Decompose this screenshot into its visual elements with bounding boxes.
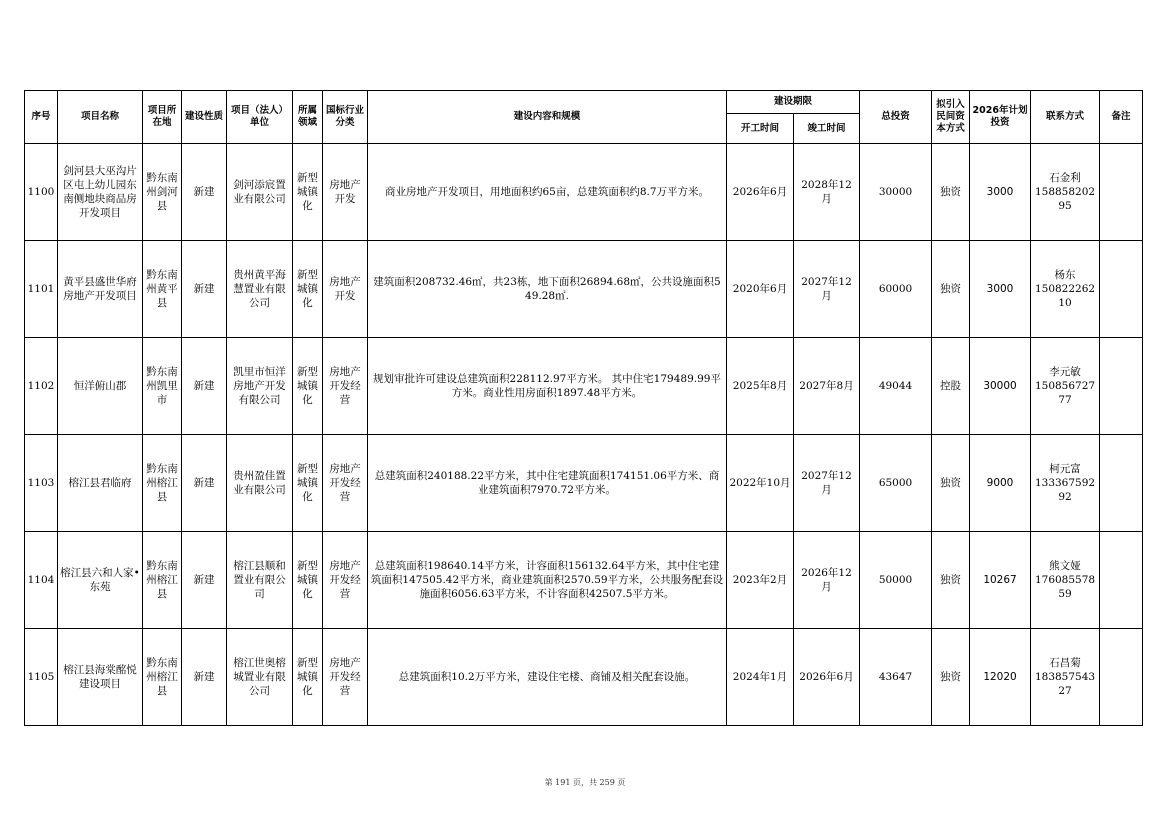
header-capital: 拟引入民间资本方式 — [932, 91, 970, 144]
table-row — [25, 241, 1143, 338]
cell-seq: 1100 — [25, 144, 58, 241]
cell-unit: 凯里市恒洋房地产开发有限公司 — [227, 338, 293, 435]
header-period: 建设期限 — [727, 91, 860, 114]
cell-nature: 新建 — [182, 144, 227, 241]
contact-phone: 15082226210 — [1034, 283, 1096, 309]
cell-start: 2022年10月 — [727, 435, 794, 532]
cell-capital: 独资 — [932, 241, 970, 338]
table-row — [25, 629, 1143, 726]
cell-contact — [1031, 532, 1100, 629]
cell-industry: 房地产开发 — [323, 144, 368, 241]
cell-field: 新型城镇化 — [293, 241, 323, 338]
contact-name: 杨东 — [1054, 269, 1076, 281]
table-row — [25, 144, 1143, 241]
cell-field: 新型城镇化 — [293, 144, 323, 241]
cell-name: 榕江县六和人家•东苑 — [58, 532, 143, 629]
cell-plan: 10267 — [970, 532, 1031, 629]
cell-capital: 独资 — [932, 629, 970, 726]
cell-industry: 房地产开发经营 — [323, 629, 368, 726]
cell-unit: 榕江世奥榕城置业有限公司 — [227, 629, 293, 726]
cell-nature: 新建 — [182, 629, 227, 726]
cell-content: 总建筑面积198640.14平方米，计容面积156132.64平方米，其中住宅建筑面积147505.42平方米，商业建筑面积2570.59平方米，公共服务配套设施面积6056.63平方米，不计容面积42507.5平方米。 — [368, 532, 727, 629]
header-contact: 联系方式 — [1031, 91, 1100, 144]
table-row — [25, 532, 1143, 629]
cell-seq: 1101 — [25, 241, 58, 338]
header-field: 所属领域 — [293, 91, 323, 144]
cell-capital: 独资 — [932, 532, 970, 629]
contact-name: 石金利 — [1049, 172, 1081, 184]
contact-phone: 18385754327 — [1034, 671, 1096, 697]
cell-note — [1100, 338, 1143, 435]
cell-plan: 12020 — [970, 629, 1031, 726]
cell-end: 2028年12月 — [794, 144, 860, 241]
cell-content: 规划审批许可建设总建筑面积228112.97平方米。 其中住宅179489.99平方米。商业性用房面积1897.48平方米。 — [368, 338, 727, 435]
cell-nature: 新建 — [182, 532, 227, 629]
cell-industry: 房地产开发经营 — [323, 532, 368, 629]
cell-location: 黔东南州榕江县 — [143, 532, 182, 629]
header-name: 项目名称 — [58, 91, 143, 144]
cell-total: 43647 — [860, 629, 932, 726]
contact-name: 柯元富 — [1049, 463, 1081, 475]
cell-name: 榕江县海棠酩悦建设项目 — [58, 629, 143, 726]
header-nature: 建设性质 — [182, 91, 227, 144]
cell-unit: 剑河添宸置业有限公司 — [227, 144, 293, 241]
cell-location: 黔东南州剑河县 — [143, 144, 182, 241]
contact-phone: 17608557859 — [1034, 574, 1096, 600]
cell-capital: 独资 — [932, 435, 970, 532]
contact-name: 李元敏 — [1049, 366, 1081, 378]
cell-unit: 榕江县顺和置业有限公司 — [227, 532, 293, 629]
header-seq: 序号 — [25, 91, 58, 144]
cell-total: 49044 — [860, 338, 932, 435]
cell-field: 新型城镇化 — [293, 532, 323, 629]
cell-note — [1100, 532, 1143, 629]
project-table — [24, 90, 1143, 726]
header-total: 总投资 — [860, 91, 932, 144]
header-unit: 项目（法人）单位 — [227, 91, 293, 144]
cell-location: 黔东南州榕江县 — [143, 629, 182, 726]
cell-industry: 房地产开发经营 — [323, 435, 368, 532]
table-body — [25, 144, 1143, 726]
cell-end: 2027年12月 — [794, 435, 860, 532]
cell-start: 2024年1月 — [727, 629, 794, 726]
header-industry: 国标行业分类 — [323, 91, 368, 144]
header-location: 项目所在地 — [143, 91, 182, 144]
cell-nature: 新建 — [182, 338, 227, 435]
cell-contact — [1031, 629, 1100, 726]
cell-end: 2026年6月 — [794, 629, 860, 726]
cell-unit: 贵州黄平海慧置业有限公司 — [227, 241, 293, 338]
page-footer: 第 191 页，共 259 页 — [544, 778, 626, 787]
cell-name: 黄平县盛世华府房地产开发项目 — [58, 241, 143, 338]
cell-contact — [1031, 435, 1100, 532]
cell-capital: 独资 — [932, 144, 970, 241]
cell-end: 2026年12月 — [794, 532, 860, 629]
cell-content: 商业房地产开发项目，用地面积约65亩，总建筑面积约8.7万平方米。 — [368, 144, 727, 241]
cell-seq: 1104 — [25, 532, 58, 629]
cell-field: 新型城镇化 — [293, 629, 323, 726]
cell-total: 50000 — [860, 532, 932, 629]
cell-industry: 房地产开发经营 — [323, 338, 368, 435]
cell-plan: 3000 — [970, 144, 1031, 241]
cell-start: 2023年2月 — [727, 532, 794, 629]
cell-note — [1100, 629, 1143, 726]
header-note: 备注 — [1100, 91, 1143, 144]
cell-plan: 30000 — [970, 338, 1031, 435]
cell-contact — [1031, 144, 1100, 241]
cell-plan: 3000 — [970, 241, 1031, 338]
cell-content: 总建筑面积10.2万平方米，建设住宅楼、商铺及相关配套设施。 — [368, 629, 727, 726]
contact-phone: 15885820295 — [1034, 186, 1096, 212]
cell-name: 恒洋俯山郡 — [58, 338, 143, 435]
cell-seq: 1102 — [25, 338, 58, 435]
cell-note — [1100, 435, 1143, 532]
cell-total: 30000 — [860, 144, 932, 241]
header-end: 竣工时间 — [794, 114, 860, 144]
cell-seq: 1105 — [25, 629, 58, 726]
contact-name: 熊文娅 — [1049, 560, 1081, 572]
cell-content: 总建筑面积240188.22平方米，其中住宅建筑面积174151.06平方米、商业建筑面积7970.72平方米。 — [368, 435, 727, 532]
cell-location: 黔东南州黄平县 — [143, 241, 182, 338]
cell-start: 2020年6月 — [727, 241, 794, 338]
contact-phone: 15085672777 — [1034, 380, 1096, 406]
cell-seq: 1103 — [25, 435, 58, 532]
cell-plan: 9000 — [970, 435, 1031, 532]
table-row — [25, 338, 1143, 435]
cell-field: 新型城镇化 — [293, 435, 323, 532]
cell-end: 2027年12月 — [794, 241, 860, 338]
cell-note — [1100, 144, 1143, 241]
cell-name: 榕江县君临府 — [58, 435, 143, 532]
contact-phone: 13336759292 — [1034, 477, 1096, 503]
cell-nature: 新建 — [182, 241, 227, 338]
cell-location: 黔东南州凯里市 — [143, 338, 182, 435]
contact-name: 石昌菊 — [1049, 657, 1081, 669]
cell-unit: 贵州盈佳置业有限公司 — [227, 435, 293, 532]
cell-start: 2026年6月 — [727, 144, 794, 241]
cell-field: 新型城镇化 — [293, 338, 323, 435]
table-row — [25, 435, 1143, 532]
cell-name: 剑河县大巫沟片区屯上幼儿园东南侧地块商品房开发项目 — [58, 144, 143, 241]
cell-total: 65000 — [860, 435, 932, 532]
cell-end: 2027年8月 — [794, 338, 860, 435]
cell-location: 黔东南州榕江县 — [143, 435, 182, 532]
cell-contact — [1031, 338, 1100, 435]
cell-start: 2025年8月 — [727, 338, 794, 435]
cell-industry: 房地产开发 — [323, 241, 368, 338]
cell-capital: 控股 — [932, 338, 970, 435]
cell-note — [1100, 241, 1143, 338]
cell-content: 建筑面积208732.46㎡，共23栋，地下面积26894.68㎡，公共设施面积549.28㎡. — [368, 241, 727, 338]
header-plan: 2026年计划投资 — [970, 91, 1031, 144]
header-start: 开工时间 — [727, 114, 794, 144]
cell-nature: 新建 — [182, 435, 227, 532]
cell-total: 60000 — [860, 241, 932, 338]
cell-contact — [1031, 241, 1100, 338]
header-content: 建设内容和规模 — [368, 91, 727, 144]
